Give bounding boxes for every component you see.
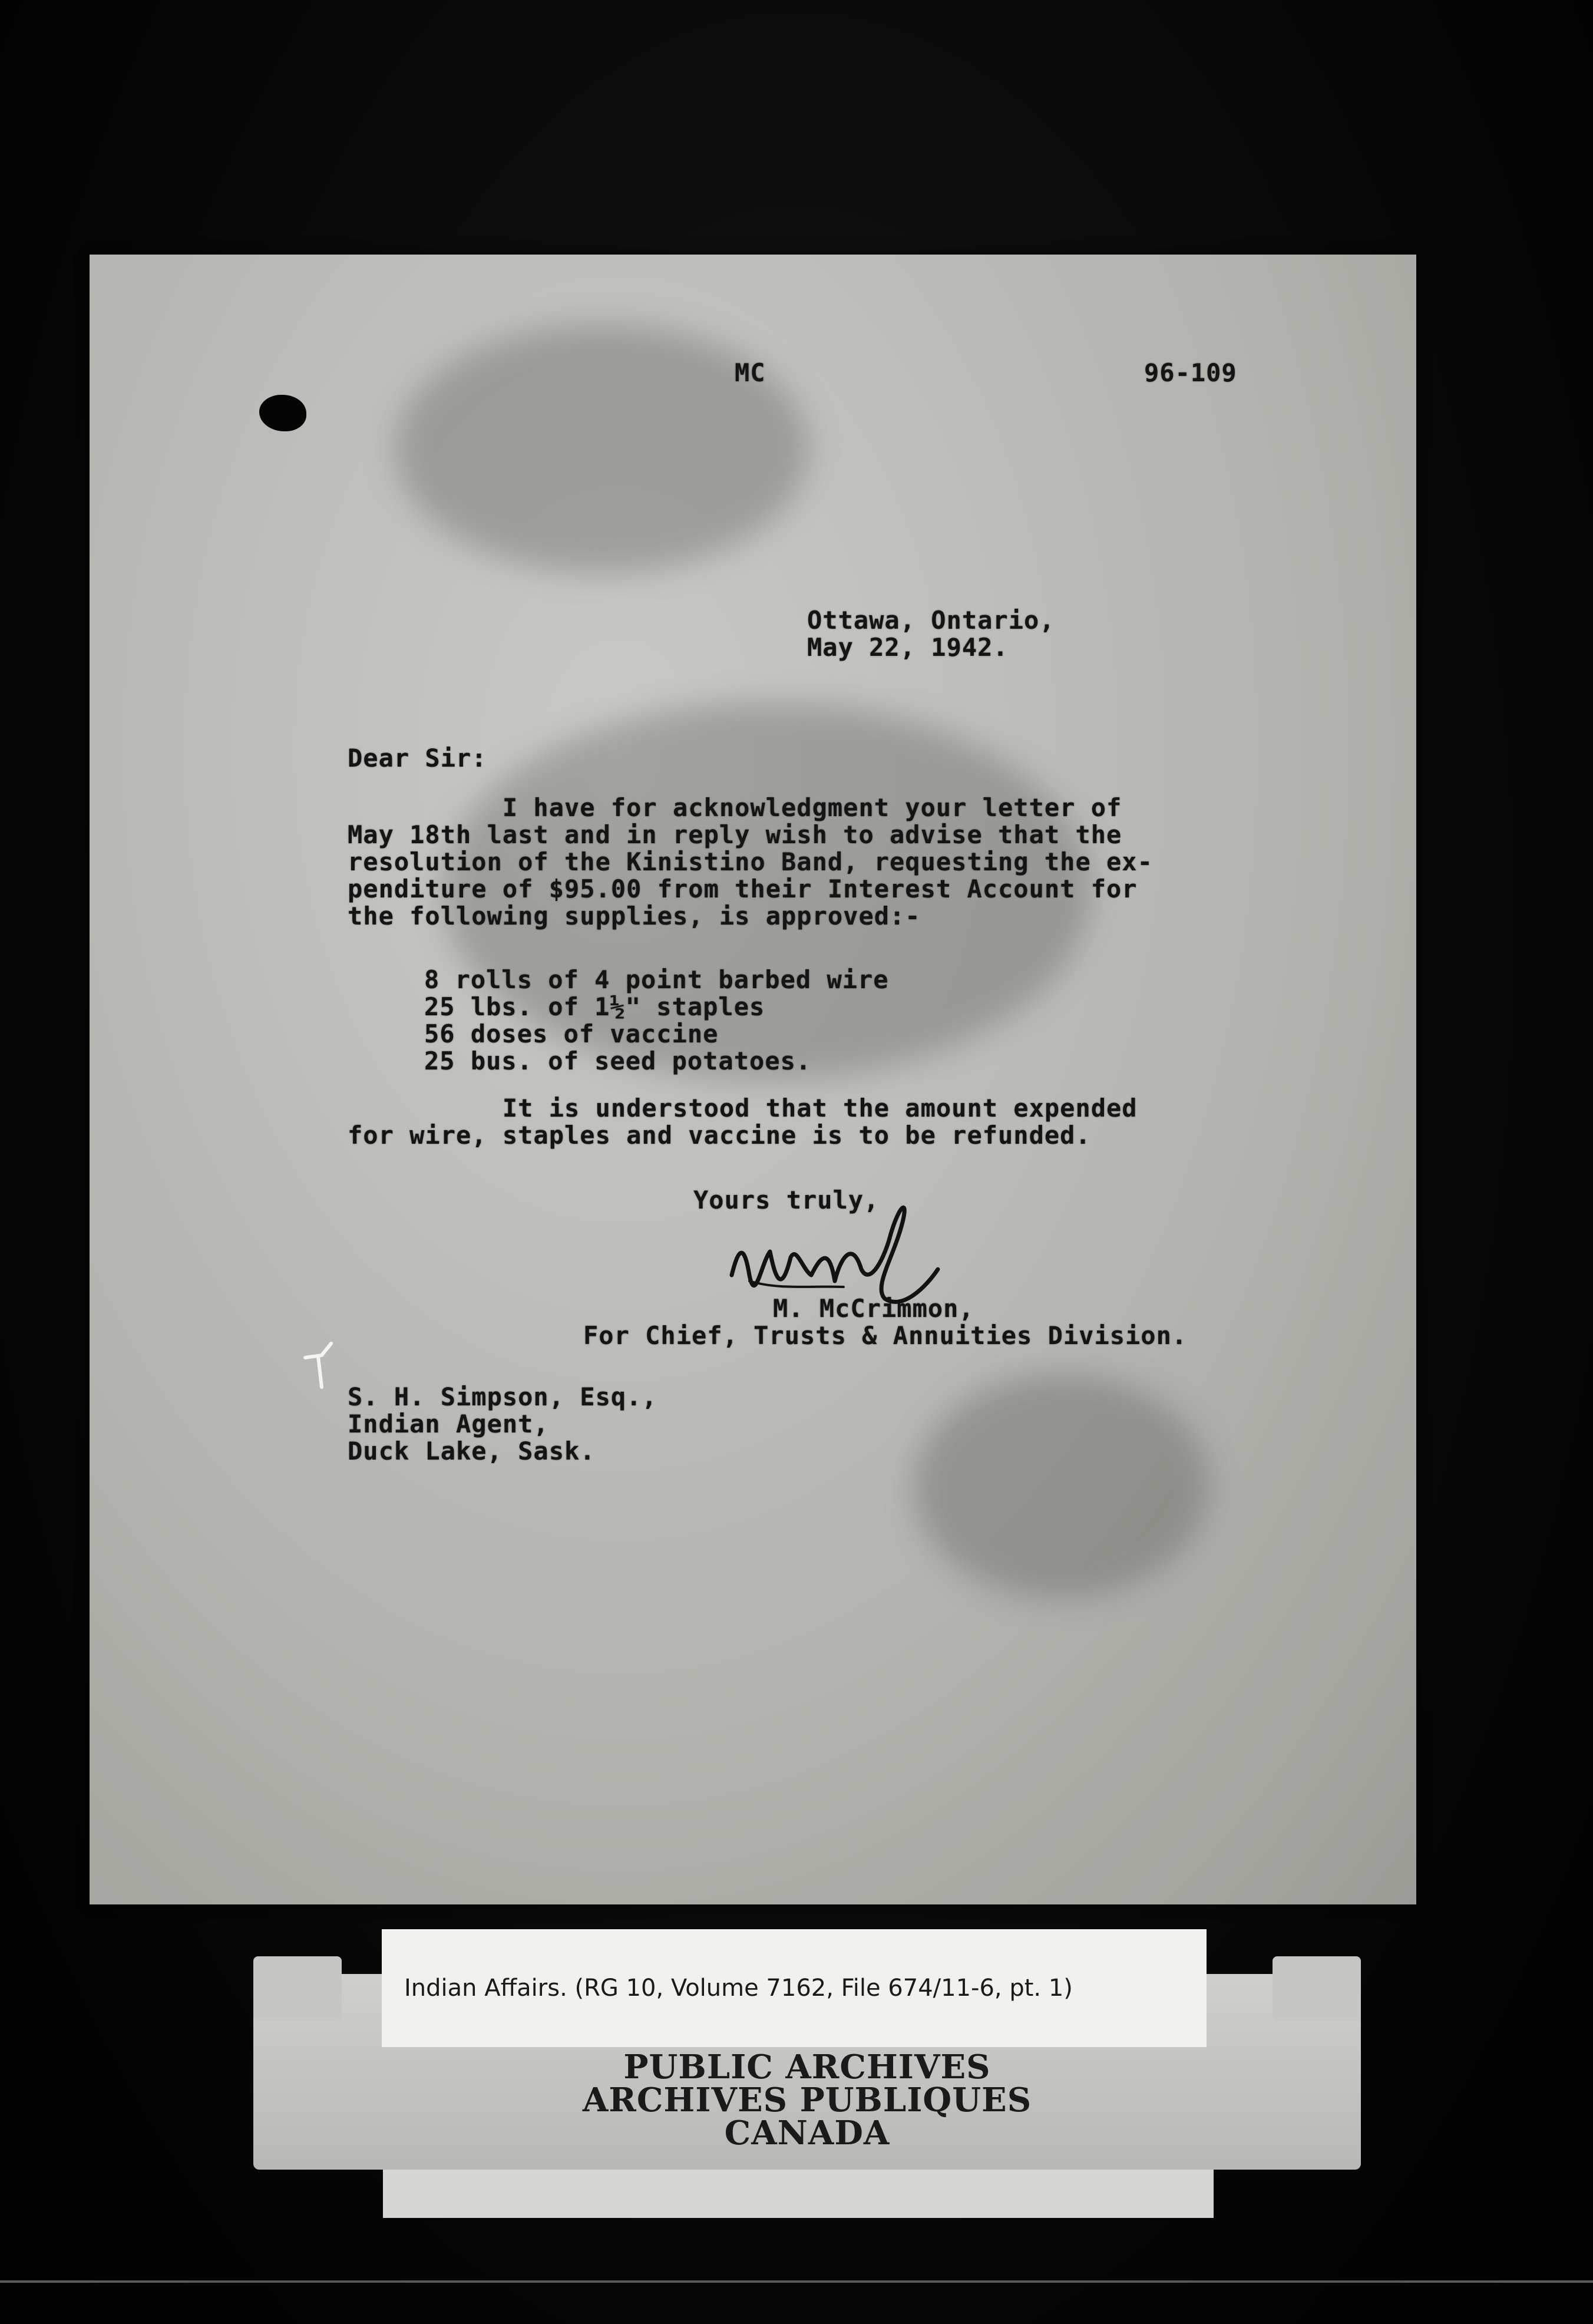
body-paragraph-1 xyxy=(348,794,1153,930)
list-item: 25 lbs. of 1½" staples xyxy=(424,992,765,1021)
file-number: 96-109 xyxy=(1144,358,1237,387)
punch-hole xyxy=(259,395,306,431)
archives-stamp xyxy=(518,2048,1096,2153)
check-mark xyxy=(302,1340,337,1393)
stamp-line: ARCHIVES PUBLIQUES xyxy=(582,2081,1032,2120)
letter-date: May 22, 1942. xyxy=(807,633,1009,662)
address-line: S. H. Simpson, Esq., xyxy=(348,1382,657,1411)
film-edge xyxy=(0,2280,1593,2283)
supplies-list xyxy=(424,966,889,1075)
header-initials: MC xyxy=(735,358,766,387)
list-item: 56 doses of vaccine xyxy=(424,1019,719,1048)
stain xyxy=(914,1374,1209,1598)
letter-place: Ottawa, Ontario, xyxy=(807,606,1055,635)
addressee-block xyxy=(348,1384,657,1465)
stamp-line: CANADA xyxy=(724,2114,890,2153)
body-line: May 18th last and in reply wish to advise that the xyxy=(348,820,1122,849)
citation-slip xyxy=(382,1929,1207,2047)
stamp-line: PUBLIC ARCHIVES xyxy=(623,2048,991,2087)
body-line: for wire, staples and vaccine is to be refunded. xyxy=(348,1121,1091,1150)
salutation: Dear Sir: xyxy=(348,744,487,773)
letter-page xyxy=(90,255,1416,1904)
list-item: 8 rolls of 4 point barbed wire xyxy=(424,965,889,994)
signer-title: For Chief, Trusts & Annuities Division. xyxy=(583,1321,1188,1350)
body-line: It is understood that the amount expended xyxy=(348,1094,1138,1123)
body-paragraph-2 xyxy=(348,1095,1138,1149)
body-line: I have for acknowledgment your letter of xyxy=(348,793,1122,822)
list-item: 25 bus. of seed potatoes. xyxy=(424,1047,812,1075)
signer-name: M. McCrimmon, xyxy=(773,1294,974,1323)
label-tab xyxy=(1273,1956,1361,2021)
body-line: resolution of the Kinistino Band, requesting the ex- xyxy=(348,847,1153,876)
address-line: Duck Lake, Sask. xyxy=(348,1437,596,1465)
closing: Yours truly, xyxy=(693,1186,880,1214)
label-tab xyxy=(253,1956,342,2021)
citation-text: Indian Affairs. (RG 10, Volume 7162, File 674/11-6, pt. 1) xyxy=(404,1975,1073,2002)
address-line: Indian Agent, xyxy=(348,1409,549,1438)
body-line: penditure of $95.00 from their Interest Account for xyxy=(348,874,1138,903)
body-line: the following supplies, is approved:- xyxy=(348,902,921,930)
